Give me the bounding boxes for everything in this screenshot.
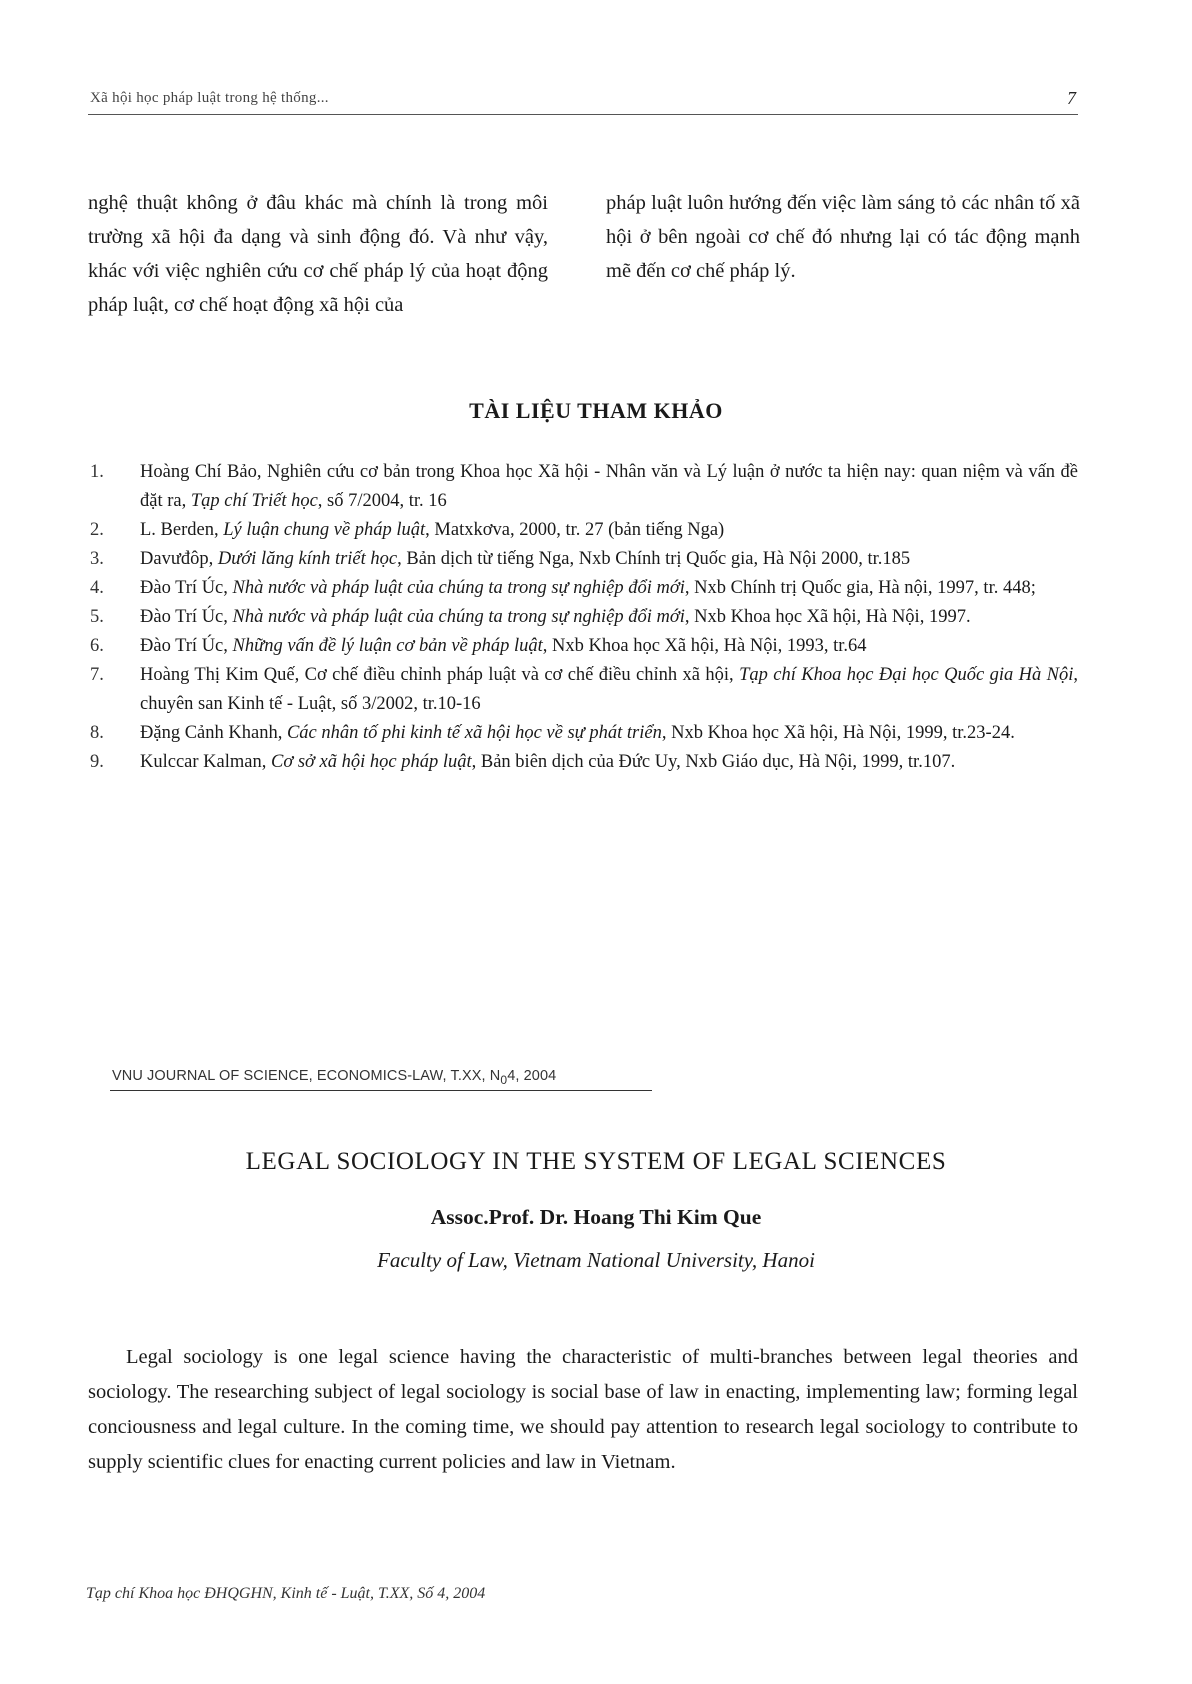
- reference-text: , chuyên san Kinh tế - Luật, số 3/2002, tr.10-16: [140, 665, 1078, 714]
- reference-number: 1.: [90, 462, 104, 482]
- reference-item: [90, 632, 1078, 661]
- abstract: Legal sociology is one legal science having the characteristic of multi-branches between legal theories and sociology. The researching subject of legal sociology is social base of law in enacting, implementing law; forming legal conciousness and legal culture. In the coming time, we should pay attention to research legal sociology to contribute to supply scientific clues for enacting current policies and law in Vietnam.: [88, 1346, 1078, 1473]
- reference-text: , Matxkơva, 2000, tr. 27 (bản tiếng Nga): [425, 520, 725, 540]
- reference-text: Đào Trí Úc,: [140, 578, 233, 598]
- reference-text: Hoàng Thị Kim Quế, Cơ chế điều chỉnh pháp luật và cơ chế điều chỉnh xã hội,: [140, 665, 740, 685]
- author: Assoc.Prof. Dr. Hoang Thi Kim Que: [430, 1205, 762, 1229]
- footer-citation: Tạp chí Khoa học ĐHQGHN, Kinh tế - Luật, T.XX, Số 4, 2004: [86, 1585, 486, 1602]
- reference-item: [90, 545, 1078, 574]
- journal-reference-prefix: VNU JOURNAL OF SCIENCE, ECONOMICS-LAW, T.XX, N: [112, 1068, 501, 1084]
- reference-text: , Bản dịch từ tiếng Nga, Nxb Chính trị Quốc gia, Hà Nội 2000, tr.185: [397, 549, 911, 569]
- reference-text: Hoàng Chí Bảo, Nghiên cứu cơ bản trong Khoa học Xã hội - Nhân văn và Lý luận ở nước ta hiện nay: quan niệm và vấn đề đặt ra,: [140, 462, 1078, 511]
- reference-title: Tạp chí Khoa học Đại học Quốc gia Hà Nội: [739, 665, 1074, 685]
- reference-item: [90, 719, 1078, 748]
- reference-number: 7.: [90, 665, 104, 685]
- reference-number: 6.: [90, 636, 104, 656]
- reference-number: 9.: [90, 752, 104, 772]
- reference-number: 5.: [90, 607, 104, 627]
- reference-item: [90, 516, 1078, 545]
- reference-title: Lý luận chung về pháp luật: [223, 520, 426, 540]
- reference-text: Đào Trí Úc,: [140, 607, 233, 627]
- reference-number: 3.: [90, 549, 104, 569]
- reference-text: Kulccar Kalman,: [140, 752, 271, 772]
- reference-item: [90, 458, 1078, 516]
- affiliation: Faculty of Law, Vietnam National University, Hanoi: [377, 1248, 815, 1272]
- reference-text: , Nxb Khoa học Xã hội, Hà Nội, 1999, tr.23-24.: [661, 723, 1015, 743]
- reference-item: [90, 603, 1078, 632]
- reference-title: Các nhân tố phi kinh tế xã hội học về sự phát triển: [286, 723, 662, 743]
- reference-text: L. Berden,: [140, 520, 224, 540]
- journal-reference-subscript: 0: [500, 1072, 508, 1087]
- english-title: LEGAL SOCIOLOGY IN THE SYSTEM OF LEGAL SCIENCES: [245, 1148, 947, 1175]
- reference-text: , số 7/2004, tr. 16: [317, 491, 447, 511]
- body-column-left: nghệ thuật không ở đâu khác mà chính là trong môi trường xã hội đa dạng và sinh động đó. Và như vậy, khác với việc nghiên cứu cơ chế pháp lý của hoạt động pháp luật, cơ chế hoạt động xã hội của: [88, 192, 548, 316]
- body-column-right: pháp luật luôn hướng đến việc làm sáng tỏ các nhân tố xã hội ở bên ngoài cơ chế đó nhưng lại có tác động mạnh mẽ đến cơ chế pháp lý.: [606, 192, 1080, 282]
- running-header: [88, 86, 1078, 115]
- reference-text: Đào Trí Úc,: [140, 636, 233, 656]
- journal-reference-suffix: 4, 2004: [507, 1068, 557, 1084]
- reference-title: Nhà nước và pháp luật của chúng ta trong sự nghiệp đổi mới: [232, 578, 685, 598]
- reference-title: Nhà nước và pháp luật của chúng ta trong sự nghiệp đổi mới: [232, 607, 685, 627]
- reference-text: , Bản biên dịch của Đức Uy, Nxb Giáo dục, Hà Nội, 1999, tr.107.: [471, 752, 956, 772]
- page-number: 7: [1067, 88, 1076, 108]
- reference-title: Dưới lăng kính triết học: [217, 549, 398, 569]
- journal-reference: [110, 1066, 652, 1091]
- reference-number: 8.: [90, 723, 104, 743]
- reference-title: Những vấn đề lý luận cơ bản về pháp luật: [232, 636, 543, 656]
- reference-text: , Nxb Khoa học Xã hội, Hà Nội, 1997.: [684, 607, 971, 627]
- reference-item: [90, 748, 1078, 777]
- reference-text: , Nxb Khoa học Xã hội, Hà Nội, 1993, tr.64: [542, 636, 867, 656]
- reference-text: Đặng Cảnh Khanh,: [140, 723, 287, 743]
- reference-title: Tạp chí Triết học: [190, 491, 318, 511]
- reference-title: Cơ sở xã hội học pháp luật: [270, 752, 472, 772]
- references-heading: TÀI LIỆU THAM KHẢO: [469, 398, 723, 423]
- reference-text: Davưđôp,: [140, 549, 218, 569]
- running-header-title: Xã hội học pháp luật trong hệ thống...: [90, 90, 329, 106]
- reference-text: , Nxb Chính trị Quốc gia, Hà nội, 1997, tr. 448;: [684, 578, 1036, 598]
- reference-item: [90, 574, 1078, 603]
- reference-number: 2.: [90, 520, 104, 540]
- reference-list: [90, 458, 1078, 777]
- reference-number: 4.: [90, 578, 104, 598]
- reference-item: [90, 661, 1078, 719]
